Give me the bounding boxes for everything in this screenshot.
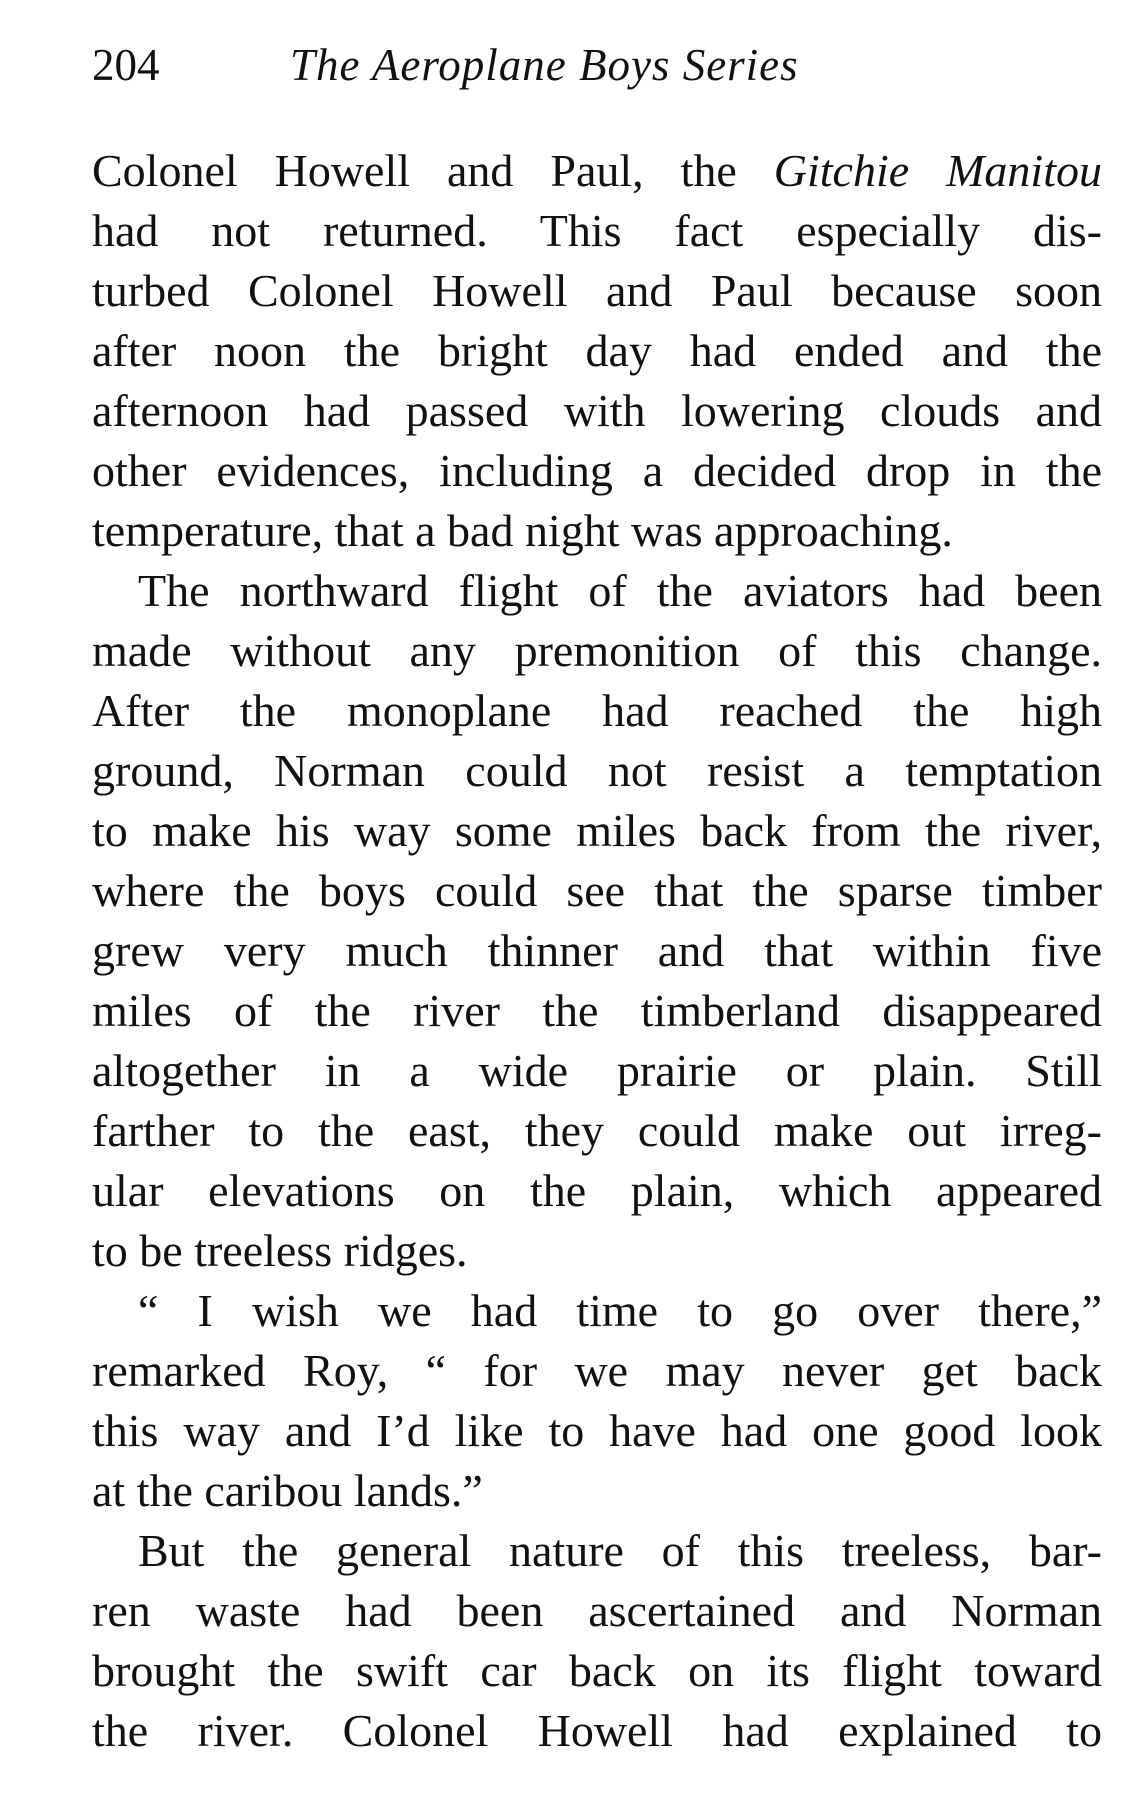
text-segment: brought the swift car back on its flight toward bbox=[92, 1645, 1102, 1696]
text-segment: miles of the river the timberland disappeared bbox=[92, 985, 1102, 1036]
text-segment: ular elevations on the plain, which appeared bbox=[92, 1165, 1102, 1216]
text-line bbox=[92, 921, 1102, 981]
text-segment: “ I wish we had time to go over there,” bbox=[138, 1285, 1102, 1336]
text-segment: remarked Roy, “ for we may never get back bbox=[92, 1345, 1102, 1396]
text-line bbox=[92, 201, 1102, 261]
text-segment: turbed Colonel Howell and Paul because soon bbox=[92, 265, 1102, 316]
text-line bbox=[92, 141, 1102, 201]
text-line bbox=[92, 1521, 1102, 1581]
text-segment: this way and I’d like to have had one good look bbox=[92, 1405, 1102, 1456]
text-line bbox=[92, 501, 1102, 561]
text-line bbox=[92, 1041, 1102, 1101]
text-line bbox=[92, 1341, 1102, 1401]
text-segment: made without any premonition of this change. bbox=[92, 625, 1102, 676]
text-segment: farther to the east, they could make out irreg- bbox=[92, 1105, 1102, 1156]
text-line bbox=[92, 861, 1102, 921]
text-line bbox=[92, 1281, 1102, 1341]
text-line bbox=[92, 1641, 1102, 1701]
text-segment: After the monoplane had reached the high bbox=[92, 685, 1102, 736]
page-number: 204 bbox=[92, 40, 160, 90]
text-segment: where the boys could see that the sparse timber bbox=[92, 865, 1102, 916]
text-line bbox=[92, 321, 1102, 381]
text-line bbox=[92, 981, 1102, 1041]
text-line bbox=[92, 1101, 1102, 1161]
body-text bbox=[92, 141, 1102, 1761]
text-line bbox=[92, 1221, 1102, 1281]
text-segment: at the caribou lands.” bbox=[92, 1465, 483, 1516]
text-segment: had not returned. This fact especially dis- bbox=[92, 205, 1102, 256]
text-segment: to make his way some miles back from the river, bbox=[92, 805, 1102, 856]
text-segment: temperature, that a bad night was approaching. bbox=[92, 505, 953, 556]
text-segment: altogether in a wide prairie or plain. Still bbox=[92, 1045, 1102, 1096]
text-segment: afternoon had passed with lowering clouds and bbox=[92, 385, 1102, 436]
text-line bbox=[92, 561, 1102, 621]
text-segment: The northward flight of the aviators had been bbox=[138, 565, 1102, 616]
page-header bbox=[92, 30, 1092, 100]
text-line bbox=[92, 621, 1102, 681]
text-line bbox=[92, 741, 1102, 801]
text-line bbox=[92, 441, 1102, 501]
text-segment: But the general nature of this treeless, bar- bbox=[138, 1525, 1102, 1576]
running-title: The Aeroplane Boys Series bbox=[290, 40, 799, 90]
text-line bbox=[92, 381, 1102, 441]
text-segment: ground, Norman could not resist a temptation bbox=[92, 745, 1102, 796]
text-line bbox=[92, 1461, 1102, 1521]
text-line bbox=[92, 1161, 1102, 1221]
text-line bbox=[92, 1701, 1102, 1761]
text-line bbox=[92, 261, 1102, 321]
text-segment: grew very much thinner and that within five bbox=[92, 925, 1102, 976]
text-segment: to be treeless ridges. bbox=[92, 1225, 468, 1276]
text-line bbox=[92, 681, 1102, 741]
text-segment: Colonel Howell and Paul, the bbox=[92, 145, 774, 196]
italic-text: Gitchie Manitou bbox=[773, 145, 1102, 196]
text-line bbox=[92, 1401, 1102, 1461]
text-segment: ren waste had been ascertained and Norman bbox=[92, 1585, 1102, 1636]
text-segment: the river. Colonel Howell had explained to bbox=[92, 1705, 1102, 1756]
text-line bbox=[92, 1581, 1102, 1641]
text-segment: other evidences, including a decided drop in the bbox=[92, 445, 1102, 496]
text-line bbox=[92, 801, 1102, 861]
text-segment: after noon the bright day had ended and the bbox=[92, 325, 1102, 376]
